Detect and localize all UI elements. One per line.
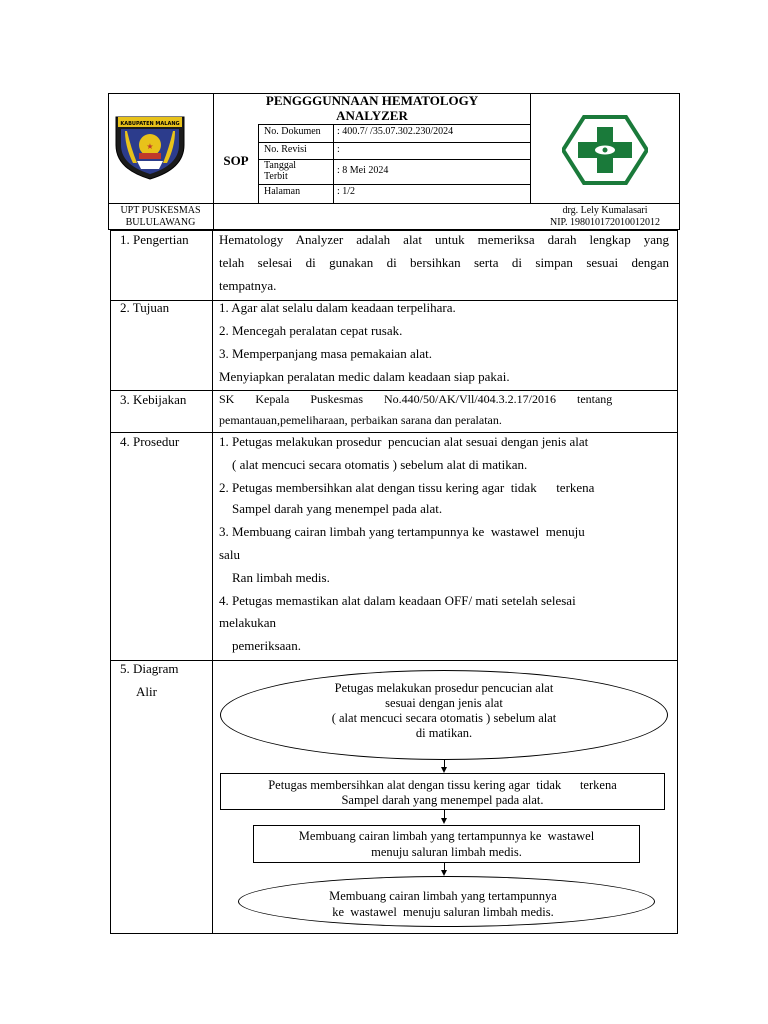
flow-step-2-text: Petugas membersihkan alat dengan tissu kering agar tidak terkena <box>268 778 617 792</box>
header-divider <box>333 124 334 203</box>
flow-step-1-text: Petugas melakukan prosedur pencucian alat <box>334 681 554 695</box>
prosedur-line: melakukan <box>219 615 277 630</box>
flow-step-1-text: di matikan. <box>415 726 473 740</box>
flow-step-4-text: Membuang cairan limbah yang tertampunnya <box>329 889 557 903</box>
tujuan-item: Menyiapkan peralatan medic dalam keadaan siap pakai. <box>219 369 510 384</box>
pengertian-text: telah selesai di gunakan di bersihkan serta di simpan sesuai dengan <box>219 255 669 270</box>
organization-name: UPT PUSKESMAS <box>120 205 201 216</box>
revision-value: : <box>337 144 340 155</box>
flow-step-2-text: Sampel darah yang menempel pada alat. <box>341 793 544 807</box>
section-label-tujuan: 2. Tujuan <box>120 300 170 315</box>
header-divider <box>258 142 530 143</box>
pengertian-text: Hematology Analyzer adalah alat untuk memeriksa darah lengkap yang <box>219 232 669 247</box>
section-label-diagram: 5. Diagram <box>120 661 179 676</box>
body-divider <box>110 390 678 391</box>
prosedur-line: 3. Membuang cairan limbah yang tertampunnya ke wastawel menuju <box>219 524 585 539</box>
body-divider <box>110 660 678 661</box>
prosedur-line: Ran limbah medis. <box>219 570 330 585</box>
section-label-kebijakan: 3. Kebijakan <box>120 392 187 407</box>
section-label-diagram: Alir <box>136 684 157 699</box>
prosedur-line: 4. Petugas memastikan alat dalam keadaan OFF/ mati setelah selesai <box>219 593 576 608</box>
section-label-pengertian: 1. Pengertian <box>120 232 189 247</box>
document-title: ANALYZER <box>336 108 408 123</box>
kebijakan-text: pemantauan,pemeliharaan, perbaikan sarana dan peralatan. <box>219 413 502 427</box>
header-divider <box>258 184 530 185</box>
doc-number-value: : 400.7/ /35.07.302.230/2024 <box>337 126 454 137</box>
tujuan-item: 2. Mencegah peralatan cepat rusak. <box>219 323 403 338</box>
page-label: Halaman <box>264 186 301 197</box>
flow-step-3-text: menuju saluran limbah medis. <box>371 845 522 859</box>
svg-text:★: ★ <box>146 142 154 151</box>
revision-label: No. Revisi <box>264 144 307 155</box>
sop-label: SOP <box>223 153 249 168</box>
kabupaten-malang-logo <box>113 113 187 180</box>
tujuan-item: 1. Agar alat selalu dalam keadaan terpelihara. <box>219 300 456 315</box>
header-divider <box>258 124 530 125</box>
flow-step-1-text: sesuai dengan jenis alat <box>385 696 503 710</box>
pengertian-text: tempatnya. <box>219 278 277 293</box>
prosedur-line: Sampel darah yang menempel pada alat. <box>219 501 443 516</box>
signer-nip: NIP. 198010172010012012 <box>549 217 660 228</box>
logo-text: KABUPATEN MALANG <box>120 121 180 127</box>
puskesmas-cross-icon <box>562 115 648 185</box>
flow-arrow-head <box>441 818 447 824</box>
flow-step-4-text: ke wastawel menuju saluran limbah medis. <box>332 905 554 919</box>
body-divider <box>110 432 678 433</box>
section-label-prosedur: 4. Prosedur <box>120 434 180 449</box>
prosedur-line: pemeriksaan. <box>219 638 301 653</box>
issue-date-label: Terbit <box>264 171 288 182</box>
flow-step-3-text: Membuang cairan limbah yang tertampunnya ke wastawel <box>298 829 595 843</box>
prosedur-line: salu <box>219 547 240 562</box>
tujuan-item: 3. Memperpanjang masa pemakaian alat. <box>219 346 432 361</box>
signer-name: drg. Lely Kumalasari <box>562 205 648 216</box>
document-title: PENGGGUNNAAN HEMATOLOGY <box>265 93 479 108</box>
prosedur-line: 2. Petugas membersihkan alat dengan tissu kering agar tidak terkena <box>219 480 595 495</box>
prosedur-line: ( alat mencuci secara otomatis ) sebelum alat di matikan. <box>219 457 528 472</box>
body-divider <box>212 230 213 934</box>
prosedur-line: 1. Petugas melakukan prosedur pencucian alat sesuai dengan jenis alat <box>219 434 589 449</box>
flow-step-1-text: ( alat mencuci secara otomatis ) sebelum alat <box>331 711 557 725</box>
issue-date-label: Tanggal <box>264 160 297 171</box>
doc-number-label: No. Dokumen <box>264 126 321 137</box>
issue-date-value: : 8 Mei 2024 <box>337 165 389 176</box>
header-divider <box>108 203 680 204</box>
header-divider <box>530 93 531 203</box>
header-divider <box>258 159 530 160</box>
header-divider <box>258 124 259 203</box>
organization-name: BULULAWANG <box>125 217 196 228</box>
kebijakan-text: SK Kepala Puskesmas No.440/50/AK/Vll/404.3.2.17/2016 tentang <box>219 392 613 406</box>
page-value: : 1/2 <box>337 186 356 197</box>
